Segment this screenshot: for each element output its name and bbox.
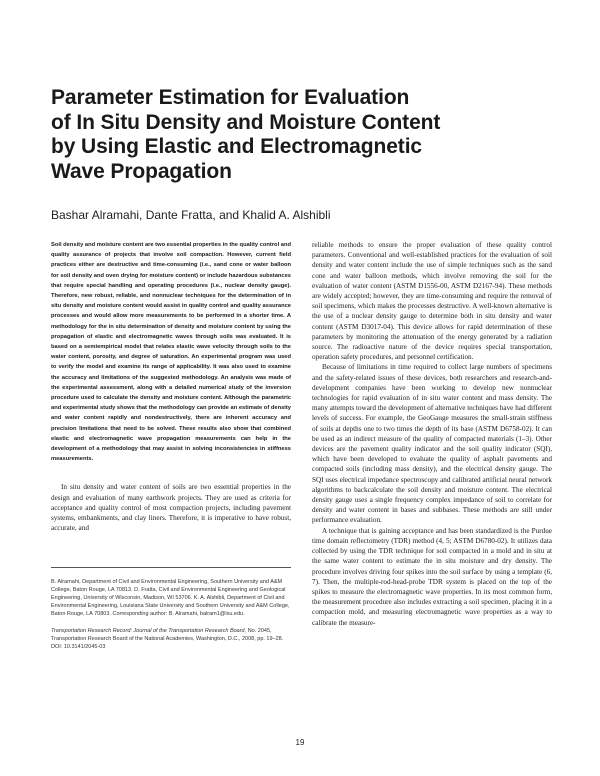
page-number: 19 bbox=[295, 738, 305, 747]
author-list: Bashar Alramahi, Dante Fratta, and Khalid A. Alshibli bbox=[51, 208, 331, 222]
journal-name: Transportation Research Record: Journal of the Transportation Research Board, bbox=[51, 628, 247, 635]
left-column bbox=[51, 240, 291, 651]
body-paragraph: Because of limitations in time required to collect large numbers of specimens and the safety-related issues of these devices, both researchers and research-and-development companies have been working to develop new nonnuclear technologies for rapid evaluation of in situ water content and mass density. The many attempts toward the development of alternative techniques have had different levels of success. For example, the GeoGauge measures the small-strain stiffness of soils at depths one to two times the depth of its base (ASTM D6758-02). It can be used as an indirect measure of the quality of compacted materials (1–3). Other devices are the pavement quality indicator and the soil quality indicator (SQI), which have been developed to evaluate the quality of asphalt pavements and compacted soils (including mass density), and the electrical density gauge. The SQI uses electrical impedance spectroscopy and calibrated artificial neural network algorithms to backcalculate the soil density and moisture content. The electrical density gauge uses a single frequency complex impedance of soil to correlate for density and water content in bases and subbases. These methods are still under performance evaluation. bbox=[312, 363, 552, 525]
article-title bbox=[51, 86, 551, 184]
doi: DOI: 10.3141/2045-03 bbox=[51, 644, 106, 651]
title-line: of In Situ Density and Moisture Content bbox=[51, 110, 441, 134]
title-line: Wave Propagation bbox=[51, 159, 232, 183]
abstract: Soil density and moisture content are two essential properties in the quality control and quality assurance of projects that involve soil compaction. However, current field practices either are destructive and time-consuming (i.e., sand cone or water balloon for soil density and oven drying for moisture content) or include hazardous substances that require special handling and operating procedures (i.e., nuclear density gauge). Therefore, new robust, reliable, and nonnuclear techniques for the determination of in situ density and moisture content would assist in quality control and quality assurance processes and would allow more measurements to be performed in a shorter time. A methodology for the in situ determination of density and moisture content by using the propagation of elastic and electromagnetic waves through soils was evaluated. It is based on a semiempirical model that relates elastic wave velocity through soils to the water content, porosity, and degree of saturation. An experimental program was used to verify the model and examine its range of applicability. It was also used to examine the accuracy and limitations of the suggested methodology. An analysis was made of the experimental assessment, along with a detailed numerical study of the inversion procedure used to calculate the density and moisture content. Although the parametric and experimental study shows that the methodology can provide an estimate of density and water content rapidly and nondestructively, there are inherent accuracy and precision limitations that need to be solved. These results also show that combined elastic and electromagnetic wave propagation measurements can help in the development of a methodology that may assist in solving inconsistencies in stiffness measurements. bbox=[51, 242, 291, 463]
author-affiliations: B. Alramahi, Department of Civil and Environmental Engineering, Southern University and A&M College, Baton Rouge, LA 70813. D. Fratta, Civil and Environmental Engineering and Geological Engineering, University of Wisconsin, Madison, WI 53706. K. A. Alshibli, Department of Civil and Environmental Engineering, Louisiana State University and Southern University and A&M College, Baton Rouge, LA 70803. Corresponding author: B. Alramahi, balram1@lsu.edu. bbox=[51, 579, 290, 618]
body-paragraph: reliable methods to ensure the proper evaluation of these quality control parameters. Conventional and well-established practices for the evaluation of soil density and water content include the use of simple techniques such as the sand cone and water balloon methods, which involve removing the soil for the evaluation of water content (ASTM D1556-00, ASTM D2167-94). These methods are widely accepted; however, they are time-consuming and require the removal of soil specimens, which makes the processes destructive. A well-known alternative is the use of a nuclear density gauge to determine both in situ density and water content (ASTM D3017-04). This device allows for rapid determination of these parameters by monitoring the attenuation of the energy generated by a radiation source. The radioactive nature of the device requires special transportation, operation safety procedures, and personnel certification. bbox=[312, 241, 552, 362]
citation-details: No. 2045, Transportation Research Board of the National Academies, Washington, D.C., 2008, pp. 19–28. bbox=[51, 628, 284, 643]
introduction-paragraph bbox=[51, 482, 291, 533]
intro-text: In situ density and water content of soils are two essential properties in the design and evaluation of many earthwork projects. They are used as criteria for acceptance and quality control of most compaction projects, including pavement systems, embankments, and clay liners. Therefore, it is imperative to have robust, accurate, and bbox=[51, 483, 291, 533]
citation-block bbox=[51, 627, 291, 651]
right-column bbox=[312, 240, 552, 628]
footnote-divider bbox=[51, 567, 291, 568]
body-paragraph: A technique that is gaining acceptance and has been standardized is the Purdue time domain reflectometry (TDR) method (4, 5; ASTM D6780-02). It utilizes data collected by using the TDR technique for soil compacted in a mold and in situ at the same water content to estimate the in situ moisture and dry density. The procedure involves driving four spikes into the soil surface by using a template (6, 7). Then, the multiple-rod-head-probe TDR system is placed on the top of the spikes to measure the electromagnetic wave properties. In its most common form, the measurement procedure also includes extracting a soil specimen, placing it in a compaction mold, and measuring electromagnetic wave properties as a way to calibrate the measure- bbox=[312, 526, 552, 627]
title-line: by Using Elastic and Electromagnetic bbox=[51, 135, 423, 158]
title-line: Parameter Estimation for Evaluation bbox=[51, 86, 410, 109]
